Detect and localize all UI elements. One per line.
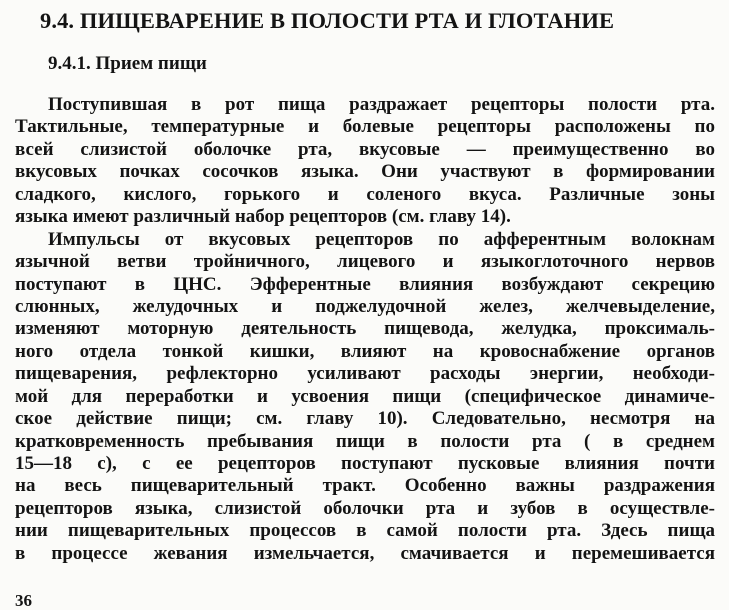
page-number: 36 (15, 591, 32, 610)
text-line: вкусовых почках сосочков языка. Они участвуют в формировании (15, 161, 715, 183)
text-line: нии пищеварительных процессов в самой полости рта. Здесь пища (15, 520, 715, 542)
text-line: Импульсы от вкусовых рецепторов по афферентным волокнам (48, 228, 715, 250)
text-line: Поступившая в рот пища раздражает рецепторы полости рта. (48, 94, 715, 115)
text-line: на весь пищеварительный тракт. Особенно важны раздражения (15, 475, 715, 497)
text-line: мой для переработки и усвоения пищи (специфическое динамиче- (15, 385, 715, 407)
text-line: слюнных, желудочных и поджелудочной желез, желчевыделение, (15, 295, 715, 317)
text-line: всей слизистой оболочке рта, вкусовые — преимущественно во (15, 138, 715, 160)
text-line: поступают в ЦНС. Эфферентные влияния возбуждают секрецию (15, 273, 715, 295)
text-line: в процессе жевания измельчается, смачивается и перемешивается (15, 542, 715, 564)
text-line: 15—18 с), с ее рецепторов поступают пусковые влияния почти (15, 453, 715, 474)
text-line: ское действие пищи; см. главу 10). Следовательно, несмотря на (15, 408, 715, 430)
text-line: кратковременность пребывания пищи в полости рта ( в среднем (15, 430, 715, 452)
text-line: сладкого, кислого, горького и соленого вкуса. Различные зоны (15, 183, 715, 205)
paragraph-2 (15, 229, 715, 566)
section-heading: 9.4. ПИЩЕВАРЕНИЕ В ПОЛОСТИ РТА И ГЛОТАНИЕ (40, 8, 615, 33)
subsection-heading: 9.4.1. Прием пищи (48, 53, 207, 74)
text-line: Тактильные, температурные и болевые рецепторы расположены по (15, 116, 715, 138)
text-line: язычной ветви тройничного, лицевого и языкоглоточного нервов (15, 251, 715, 273)
text-line: ного отдела тонкой кишки, влияют на кровоснабжение органов (15, 340, 715, 362)
text-line: рецепторов языка, слизистой оболочки рта и зубов в осуществле- (15, 497, 715, 519)
text-line: пищеварения, рефлекторно усиливают расходы энергии, необходи- (15, 363, 715, 385)
text-line: языка имеют различный набор рецепторов (см. главу 14). (15, 206, 511, 228)
paragraph-1 (15, 94, 715, 229)
body-text (15, 94, 715, 565)
text-line: изменяют моторную деятельность пищевода, желудка, проксималь- (15, 318, 715, 340)
